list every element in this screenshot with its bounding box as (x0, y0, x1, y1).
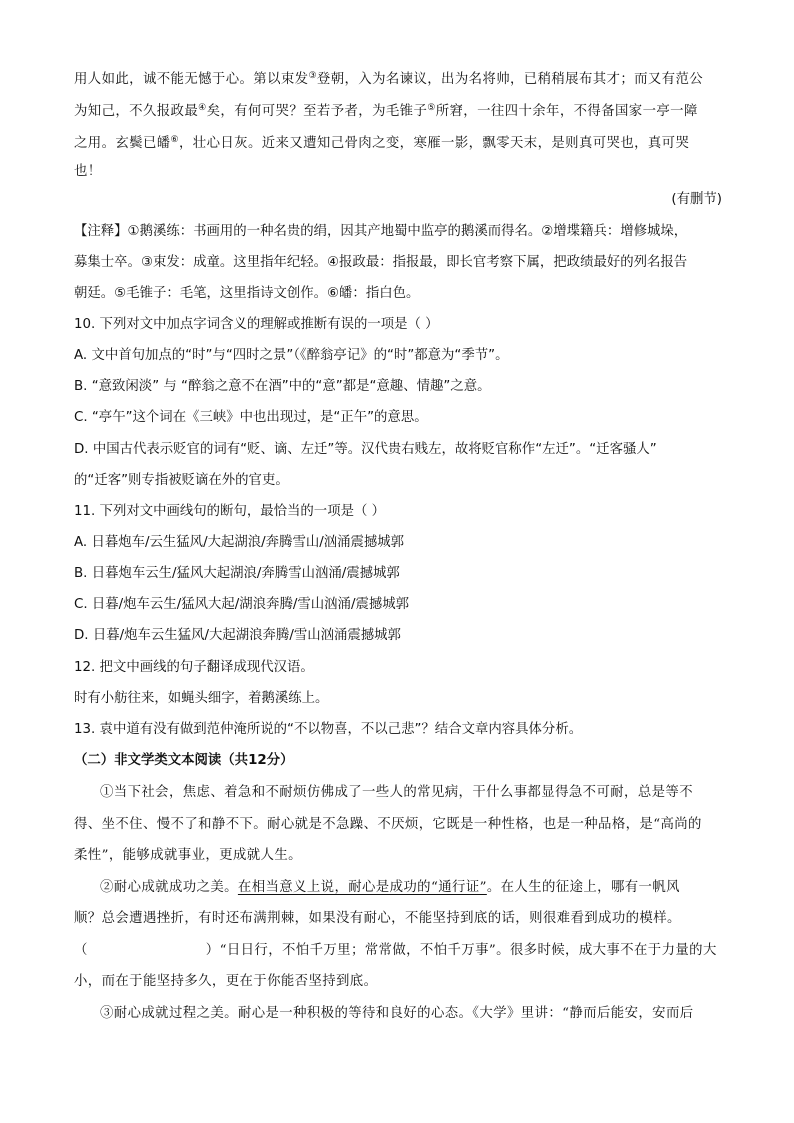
annotation-line-1: 【注释】①鹅溪练：书画用的一种名贵的绢，因其产地蜀中监亭的鹅溪而得名。②增堞籍兵：增修城垛， (74, 224, 688, 239)
question-11: 11. 下列对文中画线句的断句，最恰当的一项是（ ） (74, 504, 386, 519)
paragraph-2-line-1: ②耐心成就成功之美。在相当意义上说，耐心是成功的“通行证”。在人生的征途上，哪有一帆风 (100, 880, 680, 895)
paragraph-2-line-2: 顺？总会遭遇挫折，有时还布满荆棘，如果没有耐心，不能坚持到底的话，则很难看到成功的模样。 (74, 911, 681, 926)
question-10-option-c: C. “亭午”这个词在《三峡》中也出现过，是“正午”的意思。 (74, 410, 428, 425)
underlined-sentence: 在相当意义上说，耐心是成功的“通行证” (237, 880, 487, 895)
footnote-mark-3: ③ (308, 71, 317, 81)
paragraph-3-line-1: ③耐心成就过程之美。耐心是一种积极的等待和良好的心态。《大学》里讲：“静而后能安，安而后 (100, 1006, 694, 1021)
classical-text-line-4: 也！ (74, 164, 102, 179)
classical-text-line-1: 用人如此，诚不能无憾于心。第以束发③登朝，入为名谏议，出为名将帅，已稍稍展布其才；而又有范公 (74, 71, 704, 87)
question-10-option-d-line-2: 的“迁客”则专指被贬谪在外的官吏。 (74, 473, 289, 488)
paragraph-1-line-3: 柔性”，能够成就事业，更成就人生。 (74, 848, 302, 863)
paragraph-2-line-3: （ ）“日日行，不怕千万里；常常做，不怕千万事”。很多时候，成大事不在于力量的大 (74, 943, 717, 958)
paragraph-1-line-1: ①当下社会，焦虑、着急和不耐烦仿佛成了一些人的常见病，干什么事都显得急不可耐，总是等不 (100, 785, 693, 800)
paragraph-1-line-2: 得、坐不住、慢不了和静不下。耐心就是不急躁、不厌烦，它既是一种性格，也是一种品格，是“高尚的 (74, 817, 702, 832)
question-11-option-d: D. 日暮/炮车云生猛风/大起湖浪奔腾/雪山汹涌震撼城郭 (74, 628, 401, 643)
question-10-option-b: B. “意致闲淡” 与 “醉翁之意不在酒”中的“意”都是“意趣、情趣”之意。 (74, 379, 491, 394)
question-10-option-a: A. 文中首句加点的“时”与“四时之景”（《醉翁亭记》的“时”都意为“季节”。 (74, 348, 509, 363)
footnote-mark-5: ⑤ (427, 103, 436, 113)
question-11-option-a: A. 日暮炮车/云生猛风/大起湖浪/奔腾雪山/汹涌震撼城郭 (74, 535, 405, 550)
question-12: 12. 把文中画线的句子翻译成现代汉语。 (74, 660, 314, 675)
classical-text-line-2: 为知己，不久报政最④矣，有何可哭？至若予者，为毛锥子⑤所窘，一往四十余年，不得备国家一亭一障 (74, 103, 698, 119)
section-2-heading: （二）非文学类文本阅读（共12分） (74, 753, 294, 768)
question-11-option-b: B. 日暮炮车云生/猛风大起湖浪/奔腾雪山汹涌/震撼城郭 (74, 566, 400, 581)
question-10-option-d-line-1: D. 中国古代表示贬官的词有“贬、谪、左迁”等。汉代贵右贱左，故将贬官称作“左迁”。“迁客骚人” (74, 442, 657, 457)
question-13: 13. 袁中道有没有做到范仲淹所说的“不以物喜，不以己悲”？结合文章内容具体分析。 (74, 722, 583, 737)
question-10: 10. 下列对文中加点字词含义的理解或推断有误的一项是（ ） (74, 317, 439, 332)
classical-text-line-3: 之用。玄鬓已皤⑥，壮心日灰。近来又遭知己骨肉之变，寒雁一影，飘零天末，是则真可哭也，真可哭 (74, 135, 690, 151)
footnote-mark-4: ④ (198, 103, 207, 113)
question-11-option-c: C. 日暮/炮车云生/猛风大起/湖浪奔腾/雪山汹涌/震撼城郭 (74, 597, 410, 612)
blank-open-paren: （ (74, 943, 88, 958)
question-12-sentence: 时有小舫往来，如蝇头细字，着鹅溪练上。 (74, 691, 329, 706)
footnote-mark-6: ⑥ (170, 135, 180, 145)
annotation-line-2: 募集士卒。③束发：成童。这里指年纪轻。④报政最：指报最，即长官考察下属，把政绩最好的列名报告 (74, 255, 688, 270)
source-note: (有删节) (671, 192, 722, 207)
annotation-line-3: 朝廷。⑤毛锥子：毛笔，这里指诗文创作。⑥皤：指白色。 (74, 286, 420, 301)
paragraph-2-line-4: 小，而在于能坚持多久，更在于你能否坚持到底。 (74, 974, 378, 989)
